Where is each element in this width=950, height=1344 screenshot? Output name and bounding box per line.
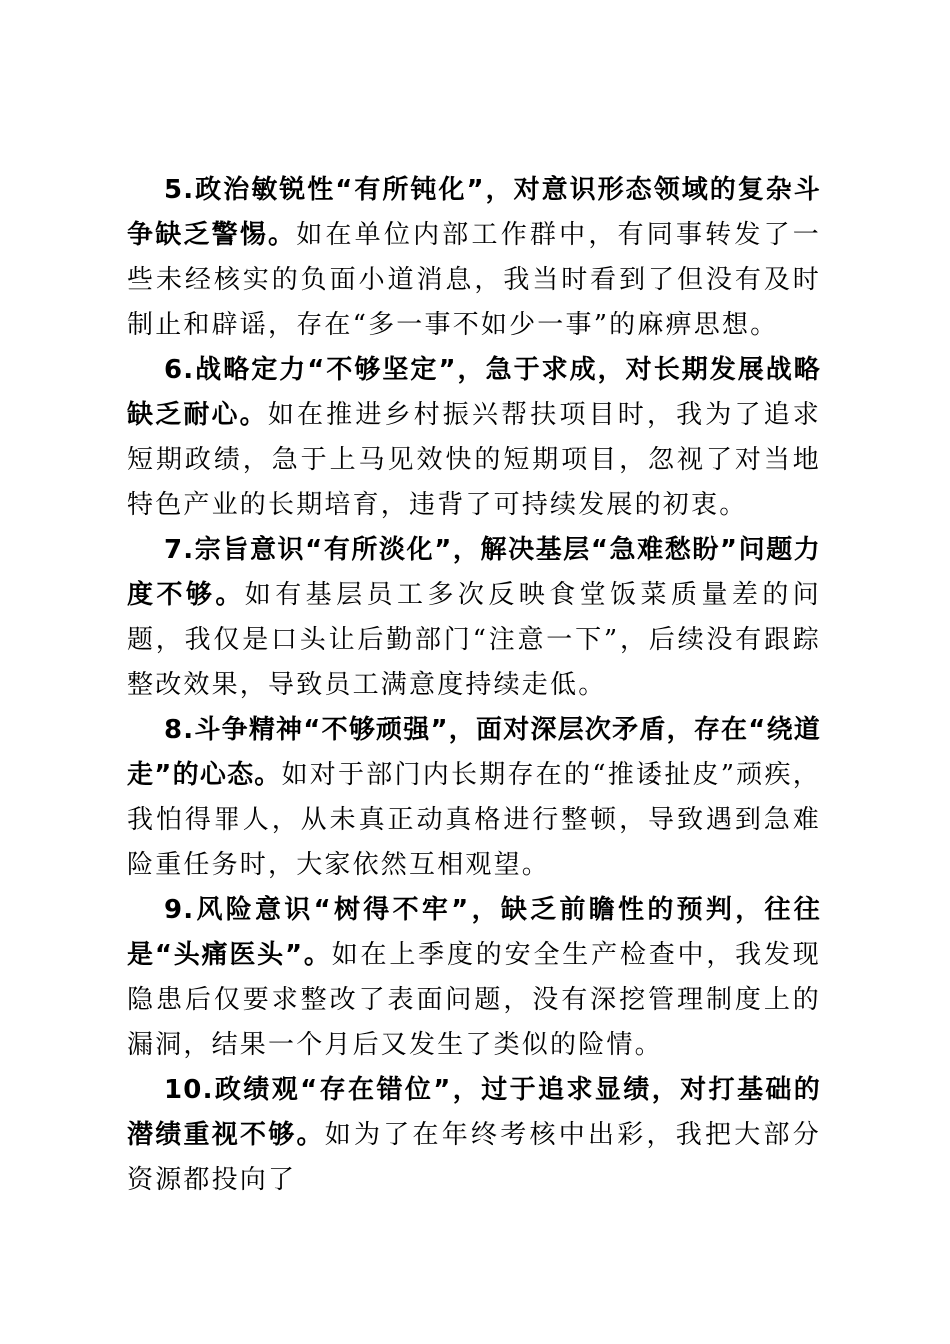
paragraph-5 xyxy=(127,168,821,348)
paragraph-heading: 7.宗旨意识“有所淡化”，解决基层“急难愁盼”问题力度不够。 xyxy=(127,535,821,610)
paragraph-9 xyxy=(127,888,821,1068)
paragraph-text: 如对于部门内长期存在的“推诿扯皮”顽疾，我怕得罪人，从未真正动真格进行整顿，导致遇到急难险重任务时，大家依然互相观望。 xyxy=(127,760,821,880)
paragraph-heading: 5.政治敏锐性“有所钝化”，对意识形态领域的复杂斗争缺乏警惕。 xyxy=(127,175,821,250)
paragraph-text: 如在单位内部工作群中，有同事转发了一些未经核实的负面小道消息，我当时看到了但没有及时制止和辟谣，存在“多一事不如少一事”的麻痹思想。 xyxy=(127,220,821,340)
paragraph-heading: 6.战略定力“不够坚定”，急于求成，对长期发展战略缺乏耐心。 xyxy=(127,355,821,430)
paragraph-7 xyxy=(127,528,821,708)
paragraph-6 xyxy=(127,348,821,528)
paragraph-text: 如为了在年终考核中出彩，我把大部分资源都投向了 xyxy=(127,1120,821,1195)
paragraph-heading: 9.风险意识“树得不牢”，缺乏前瞻性的预判，往往是“头痛医头”。 xyxy=(127,895,821,970)
paragraph-text: 如有基层员工多次反映食堂饭菜质量差的问题，我仅是口头让后勤部门“注意一下”，后续没有跟踪整改效果，导致员工满意度持续走低。 xyxy=(127,580,821,700)
document-body xyxy=(127,168,821,1203)
paragraph-text: 如在推进乡村振兴帮扶项目时，我为了追求短期政绩，急于上马见效快的短期项目，忽视了对当地特色产业的长期培育，违背了可持续发展的初衷。 xyxy=(127,400,821,520)
paragraph-8 xyxy=(127,708,821,888)
paragraph-text: 如在上季度的安全生产检查中，我发现隐患后仅要求整改了表面问题，没有深挖管理制度上的漏洞，结果一个月后又发生了类似的险情。 xyxy=(127,940,821,1060)
paragraph-10 xyxy=(127,1068,821,1203)
paragraph-heading: 10.政绩观“存在错位”，过于追求显绩，对打基础的潜绩重视不够。 xyxy=(127,1075,821,1150)
paragraph-heading: 8.斗争精神“不够顽强”，面对深层次矛盾，存在“绕道走”的心态。 xyxy=(127,715,821,790)
